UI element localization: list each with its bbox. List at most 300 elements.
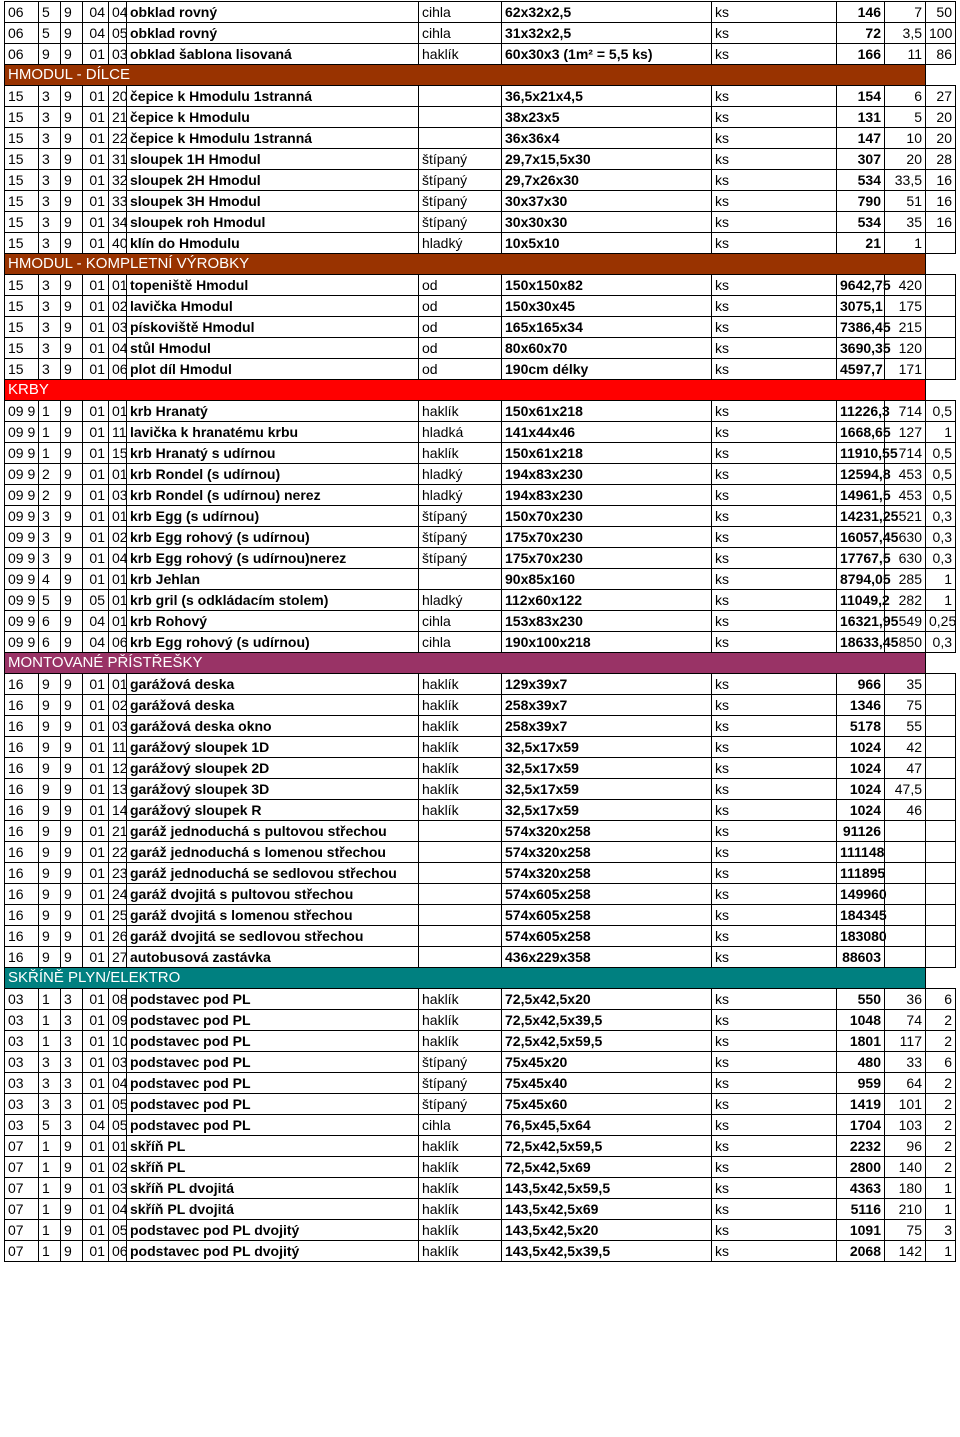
code-sub3: 01 (83, 779, 109, 800)
unit: ks (712, 527, 837, 548)
weight (885, 842, 926, 863)
price: 4597,7 (837, 359, 885, 380)
product-name: krb Egg rohový (s udírnou) (127, 632, 419, 653)
price: 1024 (837, 737, 885, 758)
product-name: garáž dvojitá se sedlovou střechou (127, 926, 419, 947)
dimensions: 72,5x42,5x20 (502, 989, 712, 1010)
weight: 282 (885, 590, 926, 611)
code-sub1: 5 (39, 2, 61, 23)
price: 307 (837, 149, 885, 170)
unit: ks (712, 863, 837, 884)
code-group: 15 (5, 191, 39, 212)
code-sub4: 21 (109, 821, 127, 842)
material: štípaný (419, 191, 502, 212)
code-sub4: 03 (109, 716, 127, 737)
material (419, 86, 502, 107)
table-row (5, 233, 956, 254)
dimensions: 72,5x42,5x59,5 (502, 1136, 712, 1157)
dimensions: 72,5x42,5x69 (502, 1157, 712, 1178)
code-sub1: 9 (39, 716, 61, 737)
table-row (5, 464, 956, 485)
material (419, 821, 502, 842)
price: 2232 (837, 1136, 885, 1157)
unit: ks (712, 674, 837, 695)
code-sub1: 9 (39, 905, 61, 926)
quantity: 86 (926, 44, 956, 65)
code-sub2: 9 (61, 527, 83, 548)
table-row (5, 212, 956, 233)
code-group: 09 9 (5, 443, 39, 464)
weight: 96 (885, 1136, 926, 1157)
quantity (926, 947, 956, 968)
code-sub4: 32 (109, 170, 127, 191)
quantity (926, 779, 956, 800)
material: haklík (419, 989, 502, 1010)
code-sub1: 9 (39, 44, 61, 65)
code-sub4: 01 (109, 464, 127, 485)
table-row (5, 485, 956, 506)
quantity: 1 (926, 590, 956, 611)
unit: ks (712, 926, 837, 947)
material (419, 884, 502, 905)
product-name: krb Jehlan (127, 569, 419, 590)
dimensions: 29,7x26x30 (502, 170, 712, 191)
code-sub4: 09 (109, 1010, 127, 1031)
quantity: 16 (926, 170, 956, 191)
unit: ks (712, 1178, 837, 1199)
code-sub4: 04 (109, 548, 127, 569)
product-name: podstavec pod PL (127, 1052, 419, 1073)
section-header-row (5, 254, 956, 275)
code-sub2: 9 (61, 947, 83, 968)
product-name: sloupek 3H Hmodul (127, 191, 419, 212)
weight: 714 (885, 401, 926, 422)
code-sub3: 01 (83, 842, 109, 863)
code-sub4: 34 (109, 212, 127, 233)
product-name: skříň PL (127, 1157, 419, 1178)
unit: ks (712, 632, 837, 653)
product-name: skříň PL (127, 1136, 419, 1157)
product-name: stůl Hmodul (127, 338, 419, 359)
code-sub4: 14 (109, 800, 127, 821)
code-group: 09 9 (5, 548, 39, 569)
weight: 3,5 (885, 23, 926, 44)
dimensions: 141x44x46 (502, 422, 712, 443)
product-name: sloupek roh Hmodul (127, 212, 419, 233)
code-group: 16 (5, 716, 39, 737)
price: 550 (837, 989, 885, 1010)
weight: 549 (885, 611, 926, 632)
code-sub4: 06 (109, 1241, 127, 1262)
code-sub2: 9 (61, 422, 83, 443)
dimensions: 574x605x258 (502, 926, 712, 947)
table-row (5, 443, 956, 464)
material: haklík (419, 1157, 502, 1178)
unit: ks (712, 212, 837, 233)
product-name: garážový sloupek R (127, 800, 419, 821)
dimensions: 32,5x17x59 (502, 758, 712, 779)
code-sub4: 05 (109, 1115, 127, 1136)
price: 5116 (837, 1199, 885, 1220)
table-row (5, 359, 956, 380)
code-sub4: 13 (109, 779, 127, 800)
code-group: 03 (5, 1052, 39, 1073)
material: štípaný (419, 506, 502, 527)
product-name: lavička Hmodul (127, 296, 419, 317)
code-sub4: 03 (109, 44, 127, 65)
unit: ks (712, 107, 837, 128)
table-row (5, 548, 956, 569)
section-header-row (5, 65, 956, 86)
code-sub1: 9 (39, 779, 61, 800)
code-sub1: 3 (39, 212, 61, 233)
material: haklík (419, 800, 502, 821)
weight: 47 (885, 758, 926, 779)
quantity (926, 800, 956, 821)
table-row (5, 107, 956, 128)
unit: ks (712, 1073, 837, 1094)
material: štípaný (419, 548, 502, 569)
product-name: garážový sloupek 2D (127, 758, 419, 779)
code-sub1: 9 (39, 947, 61, 968)
section-title: HMODUL - DÍLCE (5, 65, 926, 86)
product-name: garáž jednoduchá se sedlovou střechou (127, 863, 419, 884)
material: haklík (419, 737, 502, 758)
table-row (5, 128, 956, 149)
weight: 47,5 (885, 779, 926, 800)
code-sub3: 01 (83, 338, 109, 359)
code-sub4: 01 (109, 611, 127, 632)
code-sub2: 9 (61, 506, 83, 527)
material: štípaný (419, 1052, 502, 1073)
product-name: podstavec pod PL dvojitý (127, 1220, 419, 1241)
weight: 11 (885, 44, 926, 65)
code-group: 07 (5, 1199, 39, 1220)
unit: ks (712, 947, 837, 968)
code-group: 09 9 (5, 464, 39, 485)
price: 9642,75 (837, 275, 885, 296)
code-sub4: 02 (109, 296, 127, 317)
price: 14961,5 (837, 485, 885, 506)
code-sub2: 9 (61, 611, 83, 632)
unit: ks (712, 401, 837, 422)
weight: 714 (885, 443, 926, 464)
code-sub4: 01 (109, 401, 127, 422)
material: štípaný (419, 1073, 502, 1094)
code-sub3: 01 (83, 1178, 109, 1199)
unit: ks (712, 758, 837, 779)
code-sub2: 9 (61, 338, 83, 359)
material: štípaný (419, 149, 502, 170)
code-group: 16 (5, 884, 39, 905)
code-sub1: 9 (39, 800, 61, 821)
code-sub4: 05 (109, 1094, 127, 1115)
material: haklík (419, 443, 502, 464)
price: 17767,5 (837, 548, 885, 569)
material: cihla (419, 2, 502, 23)
table-row (5, 1157, 956, 1178)
price: 480 (837, 1052, 885, 1073)
code-sub3: 01 (83, 1136, 109, 1157)
code-sub3: 01 (83, 233, 109, 254)
quantity: 2 (926, 1073, 956, 1094)
code-group: 15 (5, 317, 39, 338)
code-sub3: 01 (83, 926, 109, 947)
product-name: garáž jednoduchá s lomenou střechou (127, 842, 419, 863)
quantity: 0,25 (926, 611, 956, 632)
price: 18633,45 (837, 632, 885, 653)
table-row (5, 737, 956, 758)
code-sub4: 01 (109, 1136, 127, 1157)
weight (885, 884, 926, 905)
quantity (926, 842, 956, 863)
product-name: podstavec pod PL dvojitý (127, 1241, 419, 1262)
product-name: čepice k Hmodulu (127, 107, 419, 128)
material (419, 842, 502, 863)
code-sub3: 01 (83, 107, 109, 128)
code-group: 16 (5, 779, 39, 800)
unit: ks (712, 359, 837, 380)
code-sub4: 01 (109, 569, 127, 590)
product-name: krb Rondel (s udírnou) (127, 464, 419, 485)
dimensions: 75x45x20 (502, 1052, 712, 1073)
code-sub1: 1 (39, 1220, 61, 1241)
unit: ks (712, 296, 837, 317)
unit: ks (712, 716, 837, 737)
price: 88603 (837, 947, 885, 968)
quantity (926, 821, 956, 842)
price: 7386,45 (837, 317, 885, 338)
section-title: SKŘÍNĚ PLYN/ELEKTRO (5, 968, 926, 989)
product-name: topeniště Hmodul (127, 275, 419, 296)
quantity: 16 (926, 191, 956, 212)
price: 534 (837, 170, 885, 191)
unit: ks (712, 191, 837, 212)
section-header-row (5, 968, 956, 989)
code-group: 09 9 (5, 527, 39, 548)
code-sub2: 9 (61, 737, 83, 758)
weight (885, 947, 926, 968)
material: od (419, 338, 502, 359)
table-row (5, 44, 956, 65)
dimensions: 30x37x30 (502, 191, 712, 212)
code-sub3: 01 (83, 170, 109, 191)
code-sub1: 2 (39, 464, 61, 485)
product-name: podstavec pod PL (127, 1094, 419, 1115)
table-row (5, 632, 956, 653)
product-name: plot díl Hmodul (127, 359, 419, 380)
table-row (5, 1052, 956, 1073)
unit: ks (712, 1220, 837, 1241)
code-sub1: 2 (39, 485, 61, 506)
material: haklík (419, 779, 502, 800)
dimensions: 436x229x358 (502, 947, 712, 968)
weight (885, 863, 926, 884)
code-sub4: 03 (109, 485, 127, 506)
code-sub2: 9 (61, 443, 83, 464)
dimensions: 190x100x218 (502, 632, 712, 653)
unit: ks (712, 338, 837, 359)
unit: ks (712, 317, 837, 338)
product-name: podstavec pod PL (127, 1115, 419, 1136)
code-group: 15 (5, 149, 39, 170)
product-name: krb Rohový (127, 611, 419, 632)
dimensions: 190cm délky (502, 359, 712, 380)
code-group: 07 (5, 1178, 39, 1199)
price: 16057,45 (837, 527, 885, 548)
code-group: 16 (5, 674, 39, 695)
code-sub3: 01 (83, 1241, 109, 1262)
table-row (5, 611, 956, 632)
code-sub3: 01 (83, 884, 109, 905)
dimensions: 129x39x7 (502, 674, 712, 695)
code-group: 16 (5, 947, 39, 968)
code-sub2: 3 (61, 1052, 83, 1073)
unit: ks (712, 128, 837, 149)
price: 790 (837, 191, 885, 212)
code-group: 03 (5, 1073, 39, 1094)
code-sub3: 04 (83, 1115, 109, 1136)
code-sub1: 1 (39, 1241, 61, 1262)
code-sub1: 1 (39, 422, 61, 443)
price: 1024 (837, 779, 885, 800)
quantity: 2 (926, 1136, 956, 1157)
material: haklík (419, 1220, 502, 1241)
price: 146 (837, 2, 885, 23)
price: 1668,65 (837, 422, 885, 443)
price-list-sheet (4, 1, 956, 1262)
material: cihla (419, 611, 502, 632)
unit: ks (712, 590, 837, 611)
code-sub4: 03 (109, 1178, 127, 1199)
table-row (5, 905, 956, 926)
price: 1346 (837, 695, 885, 716)
table-row (5, 1115, 956, 1136)
table-row (5, 23, 956, 44)
code-group: 07 (5, 1220, 39, 1241)
dimensions: 31x32x2,5 (502, 23, 712, 44)
price: 131 (837, 107, 885, 128)
weight: 117 (885, 1031, 926, 1052)
quantity: 2 (926, 1031, 956, 1052)
product-name: podstavec pod PL (127, 1031, 419, 1052)
code-sub1: 9 (39, 926, 61, 947)
code-sub1: 1 (39, 1136, 61, 1157)
quantity: 27 (926, 86, 956, 107)
price: 8794,05 (837, 569, 885, 590)
unit: ks (712, 800, 837, 821)
dimensions: 143,5x42,5x69 (502, 1199, 712, 1220)
quantity: 28 (926, 149, 956, 170)
weight: 215 (885, 317, 926, 338)
code-sub2: 9 (61, 863, 83, 884)
code-sub3: 01 (83, 1031, 109, 1052)
section-header-row (5, 653, 956, 674)
price: 91126 (837, 821, 885, 842)
weight: 453 (885, 485, 926, 506)
code-group: 15 (5, 275, 39, 296)
dimensions: 258x39x7 (502, 695, 712, 716)
product-name: obklad rovný (127, 23, 419, 44)
product-name: autobusová zastávka (127, 947, 419, 968)
unit: ks (712, 842, 837, 863)
dimensions: 76,5x45,5x64 (502, 1115, 712, 1136)
weight: 630 (885, 527, 926, 548)
price: 3075,1 (837, 296, 885, 317)
code-sub3: 01 (83, 401, 109, 422)
quantity: 2 (926, 1094, 956, 1115)
code-sub3: 01 (83, 1157, 109, 1178)
code-sub1: 3 (39, 1052, 61, 1073)
code-sub2: 9 (61, 800, 83, 821)
code-sub3: 01 (83, 821, 109, 842)
price: 5178 (837, 716, 885, 737)
weight (885, 821, 926, 842)
table-row (5, 170, 956, 191)
table-row (5, 422, 956, 443)
dimensions: 574x320x258 (502, 821, 712, 842)
dimensions: 143,5x42,5x39,5 (502, 1241, 712, 1262)
dimensions: 574x320x258 (502, 863, 712, 884)
price: 149960 (837, 884, 885, 905)
code-sub4: 11 (109, 422, 127, 443)
code-sub2: 3 (61, 1094, 83, 1115)
weight: 6 (885, 86, 926, 107)
code-sub1: 3 (39, 128, 61, 149)
code-sub2: 9 (61, 1220, 83, 1241)
unit: ks (712, 1115, 837, 1136)
code-sub2: 9 (61, 86, 83, 107)
code-sub1: 9 (39, 674, 61, 695)
product-name: čepice k Hmodulu 1stranná (127, 128, 419, 149)
product-name: čepice k Hmodulu 1stranná (127, 86, 419, 107)
code-sub3: 01 (83, 716, 109, 737)
quantity: 100 (926, 23, 956, 44)
dimensions: 150x61x218 (502, 401, 712, 422)
unit: ks (712, 611, 837, 632)
price: 11049,2 (837, 590, 885, 611)
product-name: garážový sloupek 3D (127, 779, 419, 800)
material: cihla (419, 632, 502, 653)
unit: ks (712, 779, 837, 800)
code-sub1: 3 (39, 338, 61, 359)
unit: ks (712, 1157, 837, 1178)
code-sub3: 01 (83, 1220, 109, 1241)
code-sub3: 01 (83, 1199, 109, 1220)
material: cihla (419, 1115, 502, 1136)
table-row (5, 296, 956, 317)
code-sub2: 9 (61, 842, 83, 863)
code-sub4: 06 (109, 632, 127, 653)
dimensions: 36,5x21x4,5 (502, 86, 712, 107)
quantity (926, 863, 956, 884)
material: cihla (419, 23, 502, 44)
material: haklík (419, 401, 502, 422)
quantity: 1 (926, 569, 956, 590)
dimensions: 75x45x40 (502, 1073, 712, 1094)
code-sub1: 3 (39, 1073, 61, 1094)
table-row (5, 338, 956, 359)
code-group: 09 9 (5, 506, 39, 527)
code-sub4: 12 (109, 758, 127, 779)
code-sub1: 9 (39, 821, 61, 842)
code-sub3: 01 (83, 422, 109, 443)
code-sub2: 9 (61, 149, 83, 170)
code-sub4: 33 (109, 191, 127, 212)
product-name: skříň PL dvojitá (127, 1178, 419, 1199)
code-group: 16 (5, 800, 39, 821)
table-row (5, 317, 956, 338)
